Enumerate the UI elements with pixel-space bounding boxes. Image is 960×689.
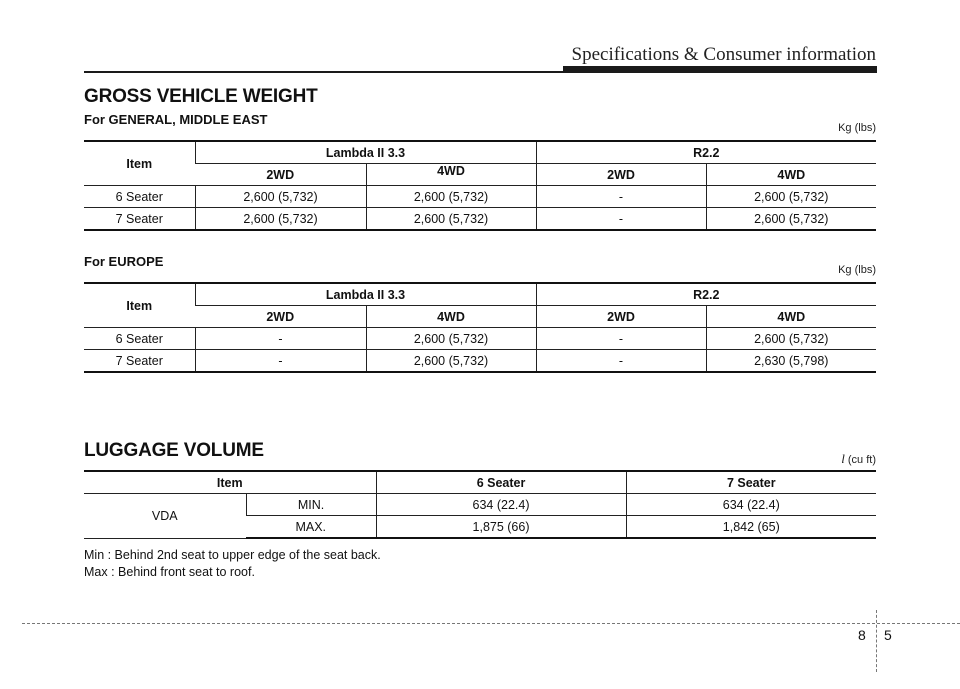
table-cell: 2,600 (5,732) xyxy=(706,328,876,350)
table-subheader-row xyxy=(84,306,876,328)
table-cell: 634 (22.4) xyxy=(626,494,876,516)
table-row xyxy=(84,494,876,516)
gvw-title: GROSS VEHICLE WEIGHT xyxy=(84,86,318,107)
table-cell: 1,842 (65) xyxy=(626,516,876,539)
gvw-general-table xyxy=(84,140,876,231)
chapter-number: 8 xyxy=(858,627,866,643)
table-cell: - xyxy=(536,186,706,208)
luggage-notes xyxy=(84,547,381,581)
row-label: MIN. xyxy=(246,494,376,516)
running-header: Specifications & Consumer information xyxy=(571,44,876,65)
item-header: Item xyxy=(84,141,195,186)
luggage-table xyxy=(84,470,876,539)
note-max: Max : Behind front seat to roof. xyxy=(84,565,255,579)
gvw-europe-subtitle: For EUROPE xyxy=(84,254,164,269)
table-cell: 2,600 (5,732) xyxy=(366,350,536,373)
header-rule xyxy=(84,71,564,73)
drive-header: 4WD xyxy=(706,306,876,328)
luggage-unit-rest: (cu ft) xyxy=(844,454,876,466)
engine-lambda-header: Lambda II 3.3 xyxy=(195,283,536,306)
note-min: Min : Behind 2nd seat to upper edge of the seat back. xyxy=(84,548,381,562)
table-cell: - xyxy=(536,208,706,231)
footer-dashed-rule xyxy=(22,623,960,624)
drive-header: 4WD xyxy=(706,164,876,186)
table-cell: - xyxy=(195,350,366,373)
col-7-seater-header: 7 Seater xyxy=(626,471,876,494)
table-cell: - xyxy=(536,350,706,373)
table-row xyxy=(84,328,876,350)
table-row xyxy=(84,208,876,231)
drive-header: 2WD xyxy=(536,164,706,186)
table-cell: 1,875 (66) xyxy=(376,516,626,539)
engine-r22-header: R2.2 xyxy=(536,141,876,164)
row-label: MAX. xyxy=(246,516,376,539)
table-cell: 2,600 (5,732) xyxy=(706,186,876,208)
drive-header: 4WD xyxy=(366,306,536,328)
table-cell: 2,600 (5,732) xyxy=(706,208,876,231)
drive-header: 2WD xyxy=(195,306,366,328)
table-cell: - xyxy=(536,328,706,350)
table-cell: 2,600 (5,732) xyxy=(366,186,536,208)
gvw-general-subtitle: For GENERAL, MIDDLE EAST xyxy=(84,112,268,127)
footer-dashed-divider xyxy=(876,610,877,672)
table-cell: 634 (22.4) xyxy=(376,494,626,516)
table-header-row xyxy=(84,141,876,164)
row-label: 6 Seater xyxy=(84,186,195,208)
table-cell: 2,600 (5,732) xyxy=(195,208,366,231)
drive-header: 2WD xyxy=(195,164,366,186)
table-row xyxy=(84,350,876,373)
header-bar xyxy=(563,66,877,73)
vda-label: VDA xyxy=(84,494,246,539)
item-header: Item xyxy=(84,471,376,494)
table-cell: 2,600 (5,732) xyxy=(195,186,366,208)
gvw-europe-table xyxy=(84,282,876,373)
table-header-row xyxy=(84,283,876,306)
engine-r22-header: R2.2 xyxy=(536,283,876,306)
drive-header: 4WD xyxy=(366,164,536,186)
row-label: 7 Seater xyxy=(84,208,195,231)
engine-lambda-header: Lambda II 3.3 xyxy=(195,141,536,164)
table-cell: 2,600 (5,732) xyxy=(366,208,536,231)
page-number: 5 xyxy=(884,627,892,643)
luggage-unit xyxy=(841,451,876,467)
table-header-row xyxy=(84,471,876,494)
table-subheader-row xyxy=(84,164,876,186)
item-header: Item xyxy=(84,283,195,328)
table-cell: 2,600 (5,732) xyxy=(366,328,536,350)
drive-header: 2WD xyxy=(536,306,706,328)
col-6-seater-header: 6 Seater xyxy=(376,471,626,494)
table-cell: - xyxy=(195,328,366,350)
table-row xyxy=(84,186,876,208)
luggage-title: LUGGAGE VOLUME xyxy=(84,440,264,461)
gvw-general-unit: Kg (lbs) xyxy=(838,122,876,134)
table-cell: 2,630 (5,798) xyxy=(706,350,876,373)
row-label: 7 Seater xyxy=(84,350,195,373)
gvw-europe-unit: Kg (lbs) xyxy=(838,264,876,276)
liter-symbol: l xyxy=(841,451,845,466)
row-label: 6 Seater xyxy=(84,328,195,350)
